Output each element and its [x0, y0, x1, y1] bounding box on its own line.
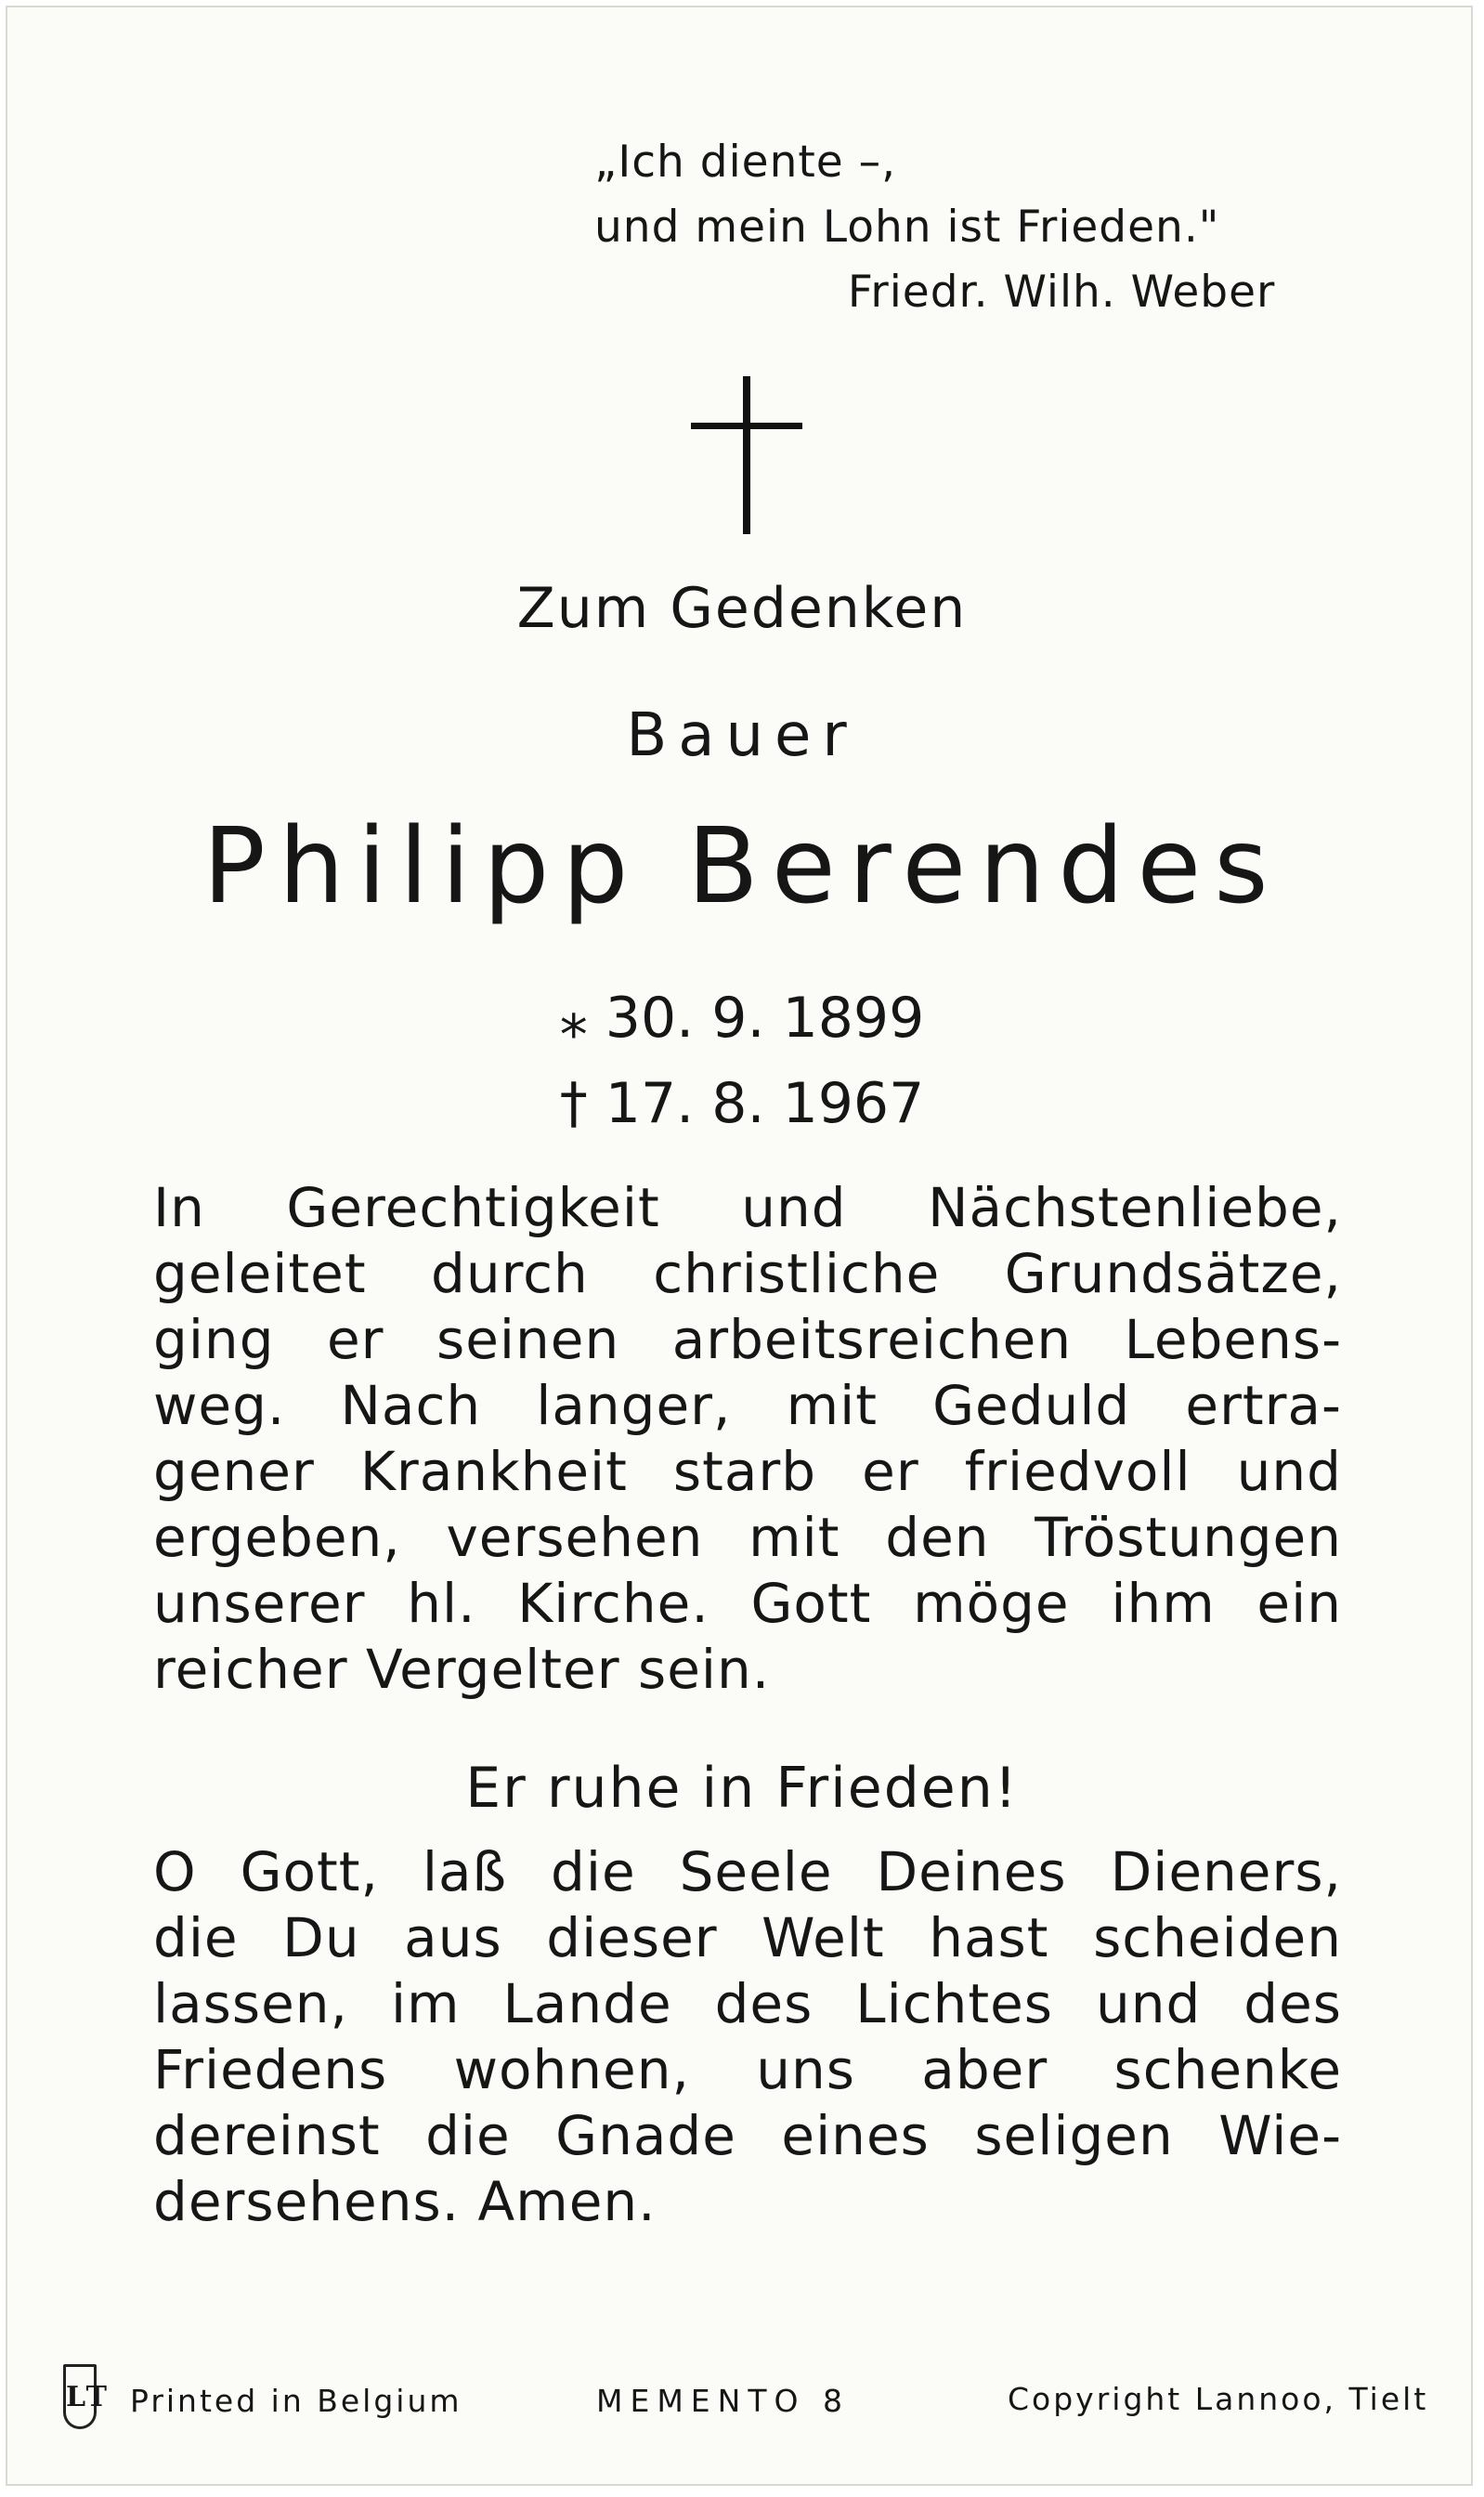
prayer-text [153, 1839, 1342, 2235]
prayer-line: O Gott, laß die Seele Deines Dieners, [153, 1840, 1342, 1903]
biography-line: geleitet durch christliche Grundsätze, [153, 1242, 1342, 1305]
latin-cross-icon [691, 376, 802, 534]
biography-line: ging er seinen arbeitsreichen Lebens- [153, 1308, 1342, 1371]
biography-line: reicher Vergelter sein. [153, 1638, 771, 1701]
death-date: † 17. 8. 1967 [559, 1071, 925, 1136]
biography-line: gener Krankheit starb er friedvoll und [153, 1440, 1342, 1503]
biography-text [153, 1175, 1342, 1703]
life-dates [0, 975, 1484, 1146]
quote-line-1: „Ich diente –, [594, 137, 897, 188]
publisher-logo: LT [63, 2364, 97, 2429]
biography-line: unserer hl. Kirche. Gott möge ihm ein [153, 1572, 1342, 1635]
deceased-name: Philipp Berendes [202, 806, 1282, 927]
birth-date: ⁎ 30. 9. 1899 [559, 986, 925, 1051]
biography-line: weg. Nach langer, mit Geduld ertra- [153, 1374, 1342, 1437]
biography-line: ergeben, versehen mit den Tröstungen [153, 1506, 1342, 1569]
prayer-line: lassen, im Lande des Lichtes und des [153, 1972, 1342, 2035]
biography-line: In Gerechtigkeit und Nächstenliebe, [153, 1176, 1342, 1239]
prayer-line: die Du aus dieser Welt hast scheiden [153, 1906, 1342, 1969]
quote-block [594, 130, 1276, 325]
quote-line-2: und mein Lohn ist Frieden." [594, 202, 1220, 253]
in-memory-heading: Zum Gedenken [516, 576, 968, 641]
footer [0, 2364, 1484, 2448]
copyright-notice: Copyright Lannoo, Tielt [1008, 2381, 1429, 2417]
quote-author: Friedr. Wilh. Weber [847, 267, 1276, 318]
prayer-line: Friedens wohnen, uns aber schenke [153, 2038, 1342, 2101]
rest-in-peace: Er ruhe in Frieden! [465, 1756, 1019, 1821]
printed-in: Printed in Belgium [130, 2383, 462, 2419]
occupation-label: Bauer [626, 701, 858, 770]
prayer-line: dersehens. Amen. [153, 2170, 657, 2233]
prayer-line: dereinst die Gnade eines seligen Wie- [153, 2104, 1342, 2167]
series-label: MEMENTO 8 [596, 2383, 850, 2419]
